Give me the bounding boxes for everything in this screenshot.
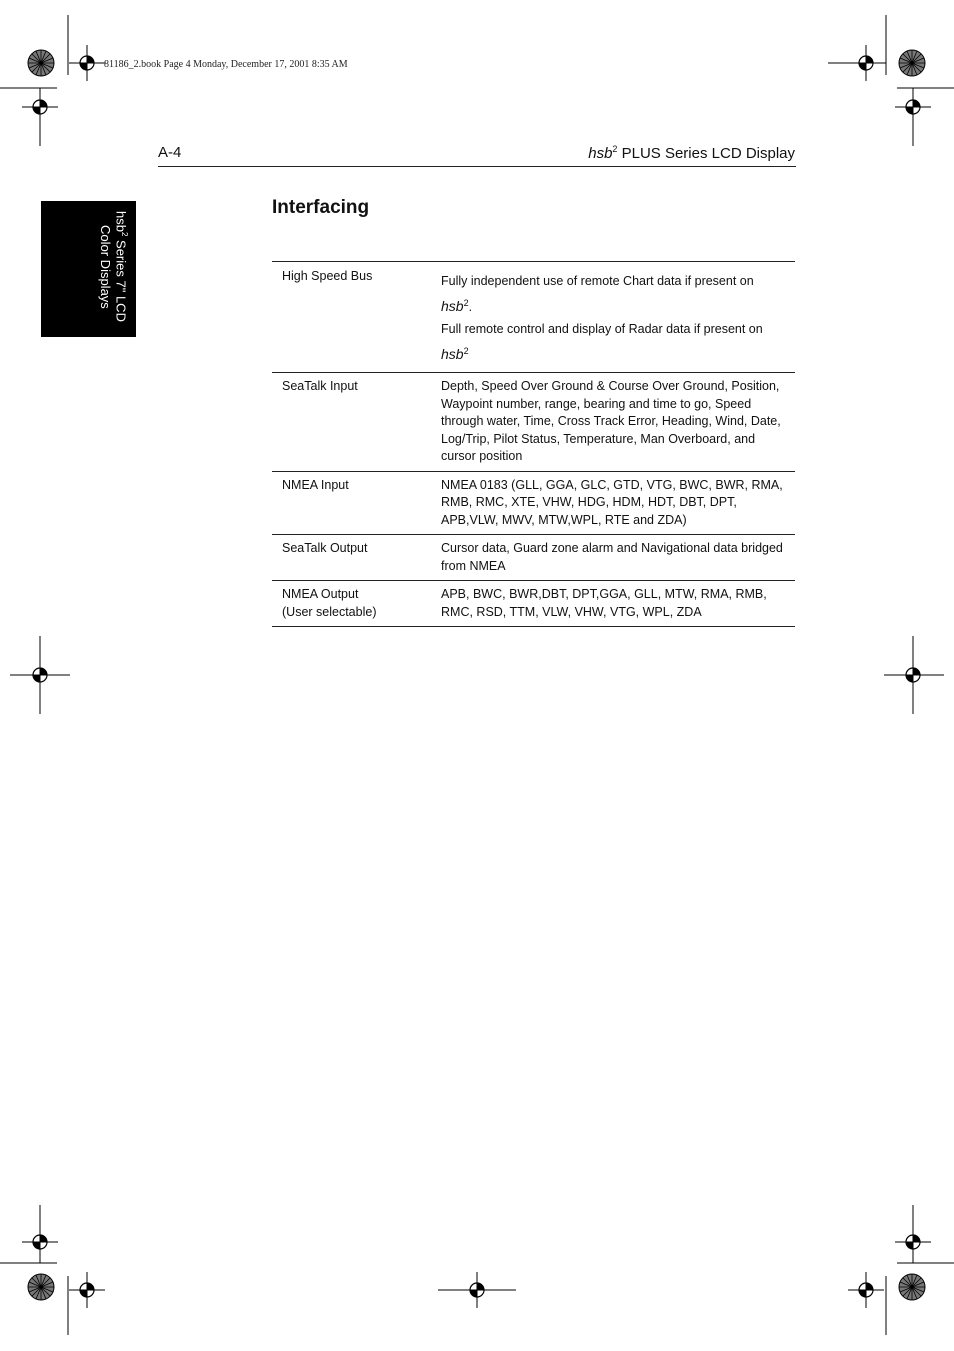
side-tab-sup: 2 xyxy=(120,231,129,237)
row-label: SeaTalk Input xyxy=(282,379,358,394)
row-label: High Speed Bus xyxy=(282,269,373,283)
line1-em: hsb xyxy=(441,298,464,315)
product-rest: PLUS Series LCD Display xyxy=(617,145,795,162)
line2-em: hsb xyxy=(441,346,464,363)
print-slug: 81186_2.book Page 4 Monday, December 17, 2001 8:35 AM xyxy=(104,59,348,70)
side-tab-series: Series 7" LCD xyxy=(113,236,129,322)
line1-text: Fully independent use of remote Chart data if present on xyxy=(441,274,754,288)
row-value: Cursor data, Guard zone alarm and Navigational data bridged from NMEA xyxy=(441,541,783,573)
running-header xyxy=(588,144,795,162)
row-value xyxy=(431,262,795,373)
side-tab-line2: Color Displays xyxy=(97,225,113,309)
row-label-line2: (User selectable) xyxy=(282,604,377,619)
side-tab xyxy=(41,201,136,337)
page-number: A-4 xyxy=(158,144,182,161)
row-label xyxy=(272,581,431,627)
side-tab-hsb: hsb xyxy=(113,211,129,232)
line2-text: Full remote control and display of Radar data if present on xyxy=(441,322,763,337)
table-row xyxy=(272,373,795,472)
row-label: NMEA Input xyxy=(282,477,349,492)
product-italic: hsb xyxy=(588,145,613,162)
row-label-line1: NMEA Output xyxy=(282,587,359,602)
product-sup: 2 xyxy=(612,144,618,154)
row-value: Depth, Speed Over Ground & Course Over Ground, Position, Waypoint number, range, bearing and time to go, Speed through water, Time, Cross Track Error, Heading, Wind, Date, Log/Trip, Pilot Status, Temperature, Man Overboard, and cursor position xyxy=(441,379,781,464)
side-tab-text xyxy=(97,211,132,322)
row-label: SeaTalk Output xyxy=(282,541,368,556)
row-value: APB, BWC, BWR,DBT, DPT,GGA, GLL, MTW, RMA, RMB, RMC, RSD, TTM, VLW, VHW, VTG, WPL, ZDA xyxy=(441,587,767,619)
header-rule xyxy=(158,166,796,167)
side-tab-line1 xyxy=(113,211,132,322)
table-row xyxy=(272,535,795,581)
row-value-line2 xyxy=(441,318,787,366)
interfacing-table xyxy=(272,261,795,627)
table-row xyxy=(272,262,795,373)
table-row xyxy=(272,581,795,627)
line1-end: . xyxy=(468,300,473,315)
section-title: Interfacing xyxy=(272,197,370,218)
table-row xyxy=(272,471,795,535)
line2-sup: 2 xyxy=(463,346,469,357)
row-value-line1 xyxy=(441,270,787,318)
row-value: NMEA 0183 (GLL, GGA, GLC, GTD, VTG, BWC, BWR, RMA, RMB, RMC, XTE, VHW, HDG, HDM, HDT, DBT, DPT, APB,VLW, MWV, MTW,WPL, RTE and ZDA) xyxy=(441,477,783,527)
line1-sup: 2 xyxy=(463,298,469,308)
